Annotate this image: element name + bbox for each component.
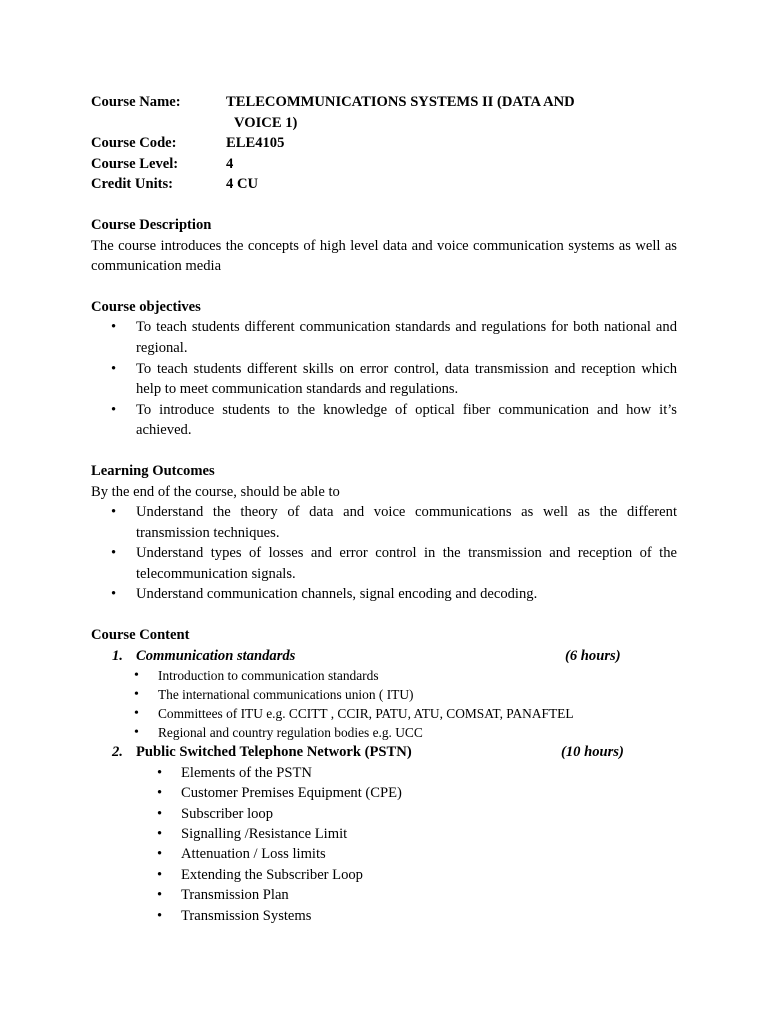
bullet-icon: • bbox=[157, 785, 163, 802]
bullet-icon: • bbox=[157, 826, 163, 843]
topic-2-items bbox=[91, 763, 677, 926]
list-item: • Elements of the PSTN bbox=[91, 763, 677, 783]
bullet-icon: • bbox=[111, 360, 117, 377]
credit-units-row bbox=[91, 174, 677, 195]
list-item: • Signalling /Resistance Limit bbox=[91, 824, 677, 844]
course-code-value: ELE4105 bbox=[226, 135, 285, 152]
document-page bbox=[91, 92, 677, 926]
course-name-row bbox=[91, 92, 677, 133]
topic-title: Public Switched Telephone Network (PSTN) bbox=[136, 744, 412, 761]
credit-units-label: Credit Units: bbox=[91, 176, 174, 193]
course-name-line1: TELECOMMUNICATIONS SYSTEMS II (DATA AND bbox=[226, 94, 575, 110]
list-item: • Transmission Systems bbox=[91, 906, 677, 926]
outcomes-heading: Learning Outcomes bbox=[91, 462, 215, 479]
bullet-icon: • bbox=[111, 586, 117, 603]
list-item: • To teach students different communication standards and regulations for both national and regional. bbox=[111, 319, 677, 356]
list-item: • The international communications union ( ITU) bbox=[134, 687, 414, 703]
list-item: • To teach students different skills on error control, data transmission and reception which help to meet communication standards and regulations. bbox=[111, 360, 677, 398]
list-item: • Understand the theory of data and voice communications as well as the different transmission techniques. bbox=[111, 504, 677, 541]
course-level-row bbox=[91, 154, 677, 175]
list-item: • Introduction to communication standards bbox=[134, 668, 379, 684]
bullet-icon: • bbox=[157, 764, 163, 781]
list-item: • Understand types of losses and error control in the transmission and reception of the telecommunication signals. bbox=[111, 545, 677, 582]
list-item: • Attenuation / Loss limits bbox=[91, 844, 677, 864]
list-item: • Committees of ITU e.g. CCITT , CCIR, PATU, ATU, COMSAT, PANAFTEL bbox=[134, 706, 574, 722]
bullet-icon: • bbox=[157, 866, 163, 883]
bullet-icon: • bbox=[157, 907, 163, 924]
outcomes-intro: By the end of the course, should be able to bbox=[91, 483, 340, 500]
bullet-icon: • bbox=[111, 545, 117, 562]
content-heading: Course Content bbox=[91, 627, 190, 644]
bullet-icon: • bbox=[157, 846, 163, 863]
list-item: • Subscriber loop bbox=[91, 804, 677, 824]
list-item: • Extending the Subscriber Loop bbox=[91, 865, 677, 885]
topic-2-heading bbox=[91, 742, 677, 763]
bullet-icon: • bbox=[157, 887, 163, 904]
list-item: • Understand communication channels, signal encoding and decoding. bbox=[91, 584, 677, 605]
topic-number: 2. bbox=[112, 744, 123, 761]
topic-hours: (10 hours) bbox=[561, 744, 624, 761]
bullet-icon: • bbox=[111, 504, 117, 521]
list-item: • To introduce students to the knowledge of optical fiber communication and how it’s achieved. bbox=[111, 401, 677, 439]
list-item: • Customer Premises Equipment (CPE) bbox=[91, 783, 677, 803]
course-name-label: Course Name: bbox=[91, 94, 181, 110]
course-code-label: Course Code: bbox=[91, 135, 177, 152]
bullet-icon: • bbox=[111, 319, 117, 336]
description-heading: Course Description bbox=[91, 216, 212, 233]
course-name-value bbox=[226, 92, 677, 133]
course-code-row bbox=[91, 133, 677, 154]
bullet-icon: • bbox=[134, 725, 139, 741]
course-level-value: 4 bbox=[226, 155, 234, 172]
bullet-icon: • bbox=[111, 401, 117, 418]
bullet-icon: • bbox=[134, 668, 139, 684]
credit-units-value: 4 CU bbox=[226, 176, 259, 193]
course-name-line2: VOICE 1) bbox=[234, 114, 298, 131]
list-item: • Transmission Plan bbox=[91, 885, 677, 905]
bullet-icon: • bbox=[157, 805, 163, 822]
objectives-heading: Course objectives bbox=[91, 298, 201, 315]
bullet-icon: • bbox=[134, 706, 139, 722]
course-level-label: Course Level: bbox=[91, 155, 179, 172]
objectives-list bbox=[91, 317, 677, 441]
description-text: The course introduces the concepts of high level data and voice communication systems as well as communication media bbox=[91, 237, 677, 275]
topic-title: Communication standards bbox=[136, 647, 296, 664]
bullet-icon: • bbox=[134, 687, 139, 703]
outcomes-list bbox=[91, 502, 677, 605]
topic-1-heading bbox=[91, 646, 677, 667]
topic-1-items bbox=[91, 666, 677, 742]
topic-number: 1. bbox=[112, 647, 123, 664]
list-item: • Regional and country regulation bodies e.g. UCC bbox=[134, 725, 423, 741]
topic-hours: (6 hours) bbox=[565, 647, 621, 664]
